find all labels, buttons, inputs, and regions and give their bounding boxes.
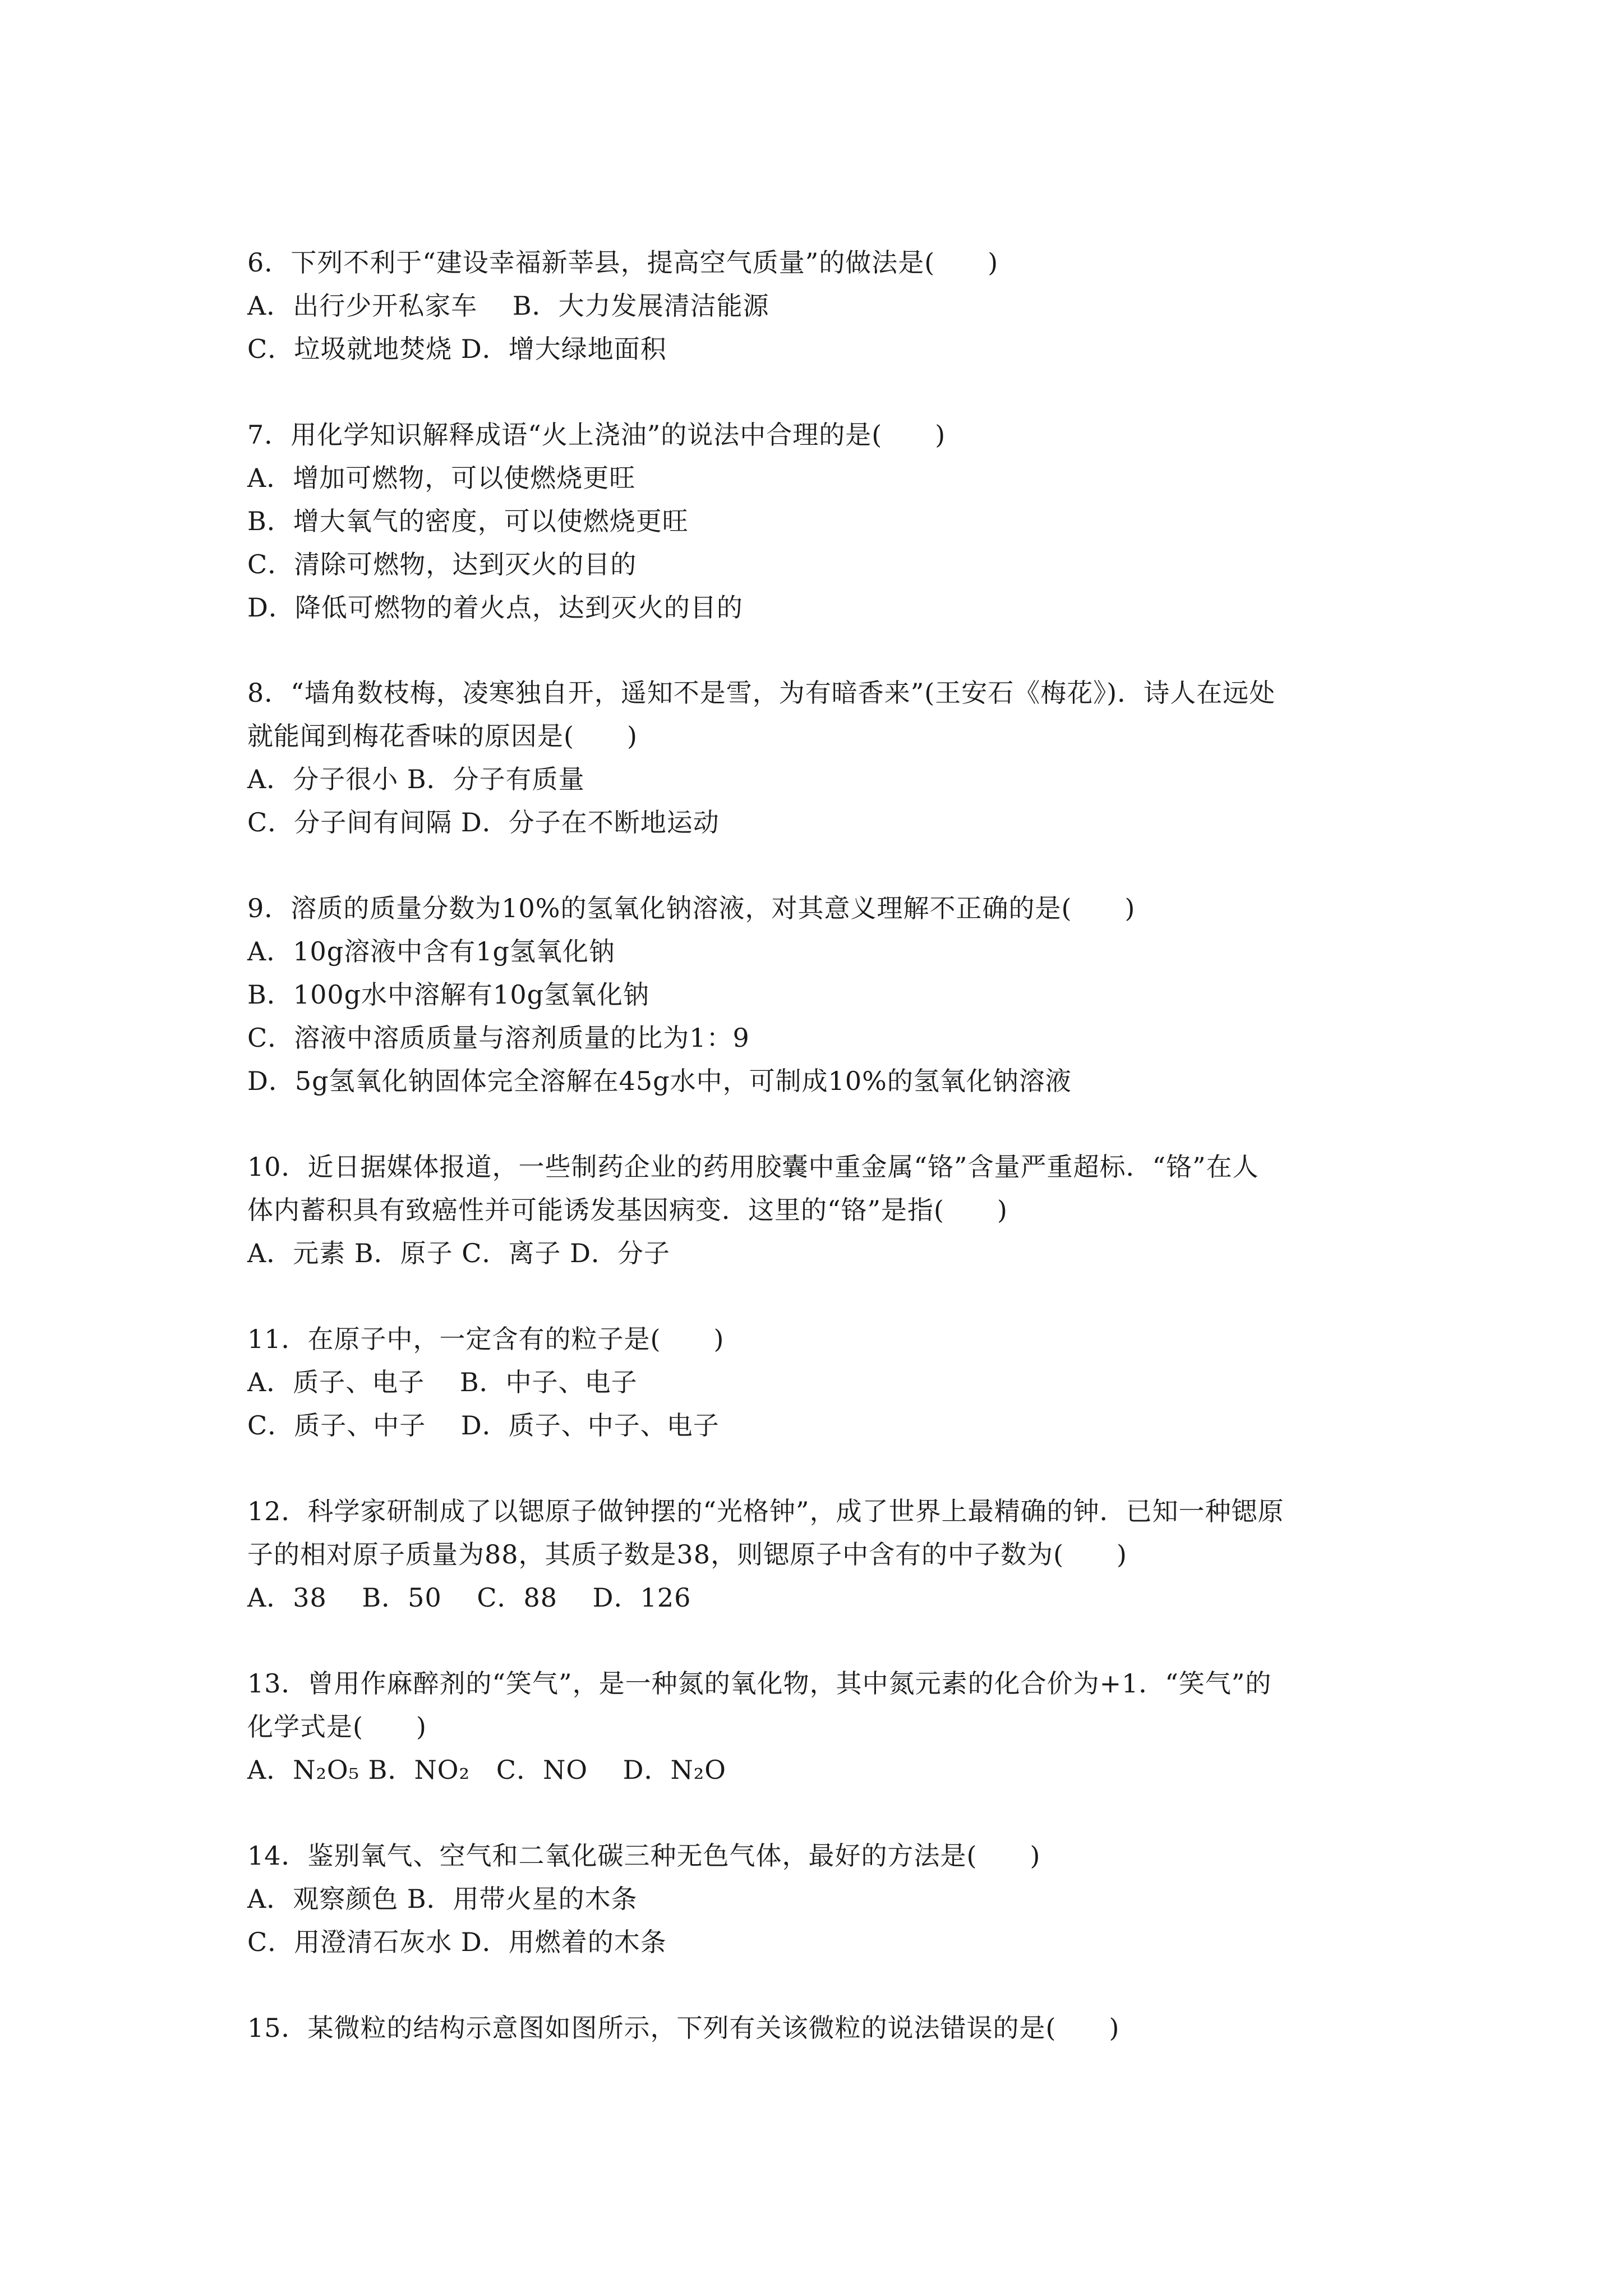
question-7-option-line-3: C．清除可燃物，达到灭火的目的 (247, 549, 637, 579)
question-11-stem-line-1: 11．在原子中，一定含有的粒子是( ) (247, 1324, 725, 1354)
question-10-option-line-1: A．元素 B．原子 C．离子 D．分子 (247, 1238, 670, 1268)
question-10-stem-line-1: 10．近日据媒体报道，一些制药企业的药用胶囊中重金属“铬”含量严重超标．“铬”在人 (247, 1152, 1259, 1182)
question-13-stem-line-1: 13．曾用作麻醉剂的“笑气”，是一种氮的氧化物，其中氮元素的化合价为+1．“笑气”的 (247, 1668, 1272, 1699)
question-14-stem-line-1: 14．鉴别氧气、空气和二氧化碳三种无色气体，最好的方法是( ) (247, 1841, 1041, 1871)
question-8-option-line-2: C．分子间有间隔 D．分子在不断地运动 (247, 807, 720, 838)
question-9-option-line-1: A．10g溶液中含有1g氢氧化钠 (247, 936, 615, 967)
question-12-stem-line-2: 子的相对原子质量为88，其质子数是38，则锶原子中含有的中子数为( ) (247, 1539, 1127, 1570)
question-6-option-line-1: A．出行少开私家车 B．大力发展清洁能源 (247, 291, 769, 321)
question-14-option-line-1: A．观察颜色 B．用带火星的木条 (247, 1884, 638, 1914)
question-14-option-line-2: C．用澄清石灰水 D．用燃着的木条 (247, 1927, 667, 1957)
question-11-option-line-1: A．质子、电子 B．中子、电子 (247, 1367, 638, 1397)
question-7-option-line-2: B．增大氧气的密度，可以使燃烧更旺 (247, 506, 689, 536)
question-6-stem-line-1: 6．下列不利于“建设幸福新莘县，提高空气质量”的做法是( ) (247, 247, 999, 278)
question-12-stem-line-1: 12．科学家研制成了以锶原子做钟摆的“光格钟”，成了世界上最精确的钟．已知一种锶原 (247, 1496, 1284, 1526)
question-15-stem-line-1: 15．某微粒的结构示意图如图所示，下列有关该微粒的说法错误的是( ) (247, 2013, 1120, 2043)
question-6-option-line-2: C．垃圾就地焚烧 D．增大绿地面积 (247, 334, 667, 364)
question-7-option-line-4: D．降低可燃物的着火点，达到灭火的目的 (247, 592, 743, 623)
question-9-option-line-4: D．5g氢氧化钠固体完全溶解在45g水中，可制成10%的氢氧化钠溶液 (247, 1066, 1072, 1096)
question-9-option-line-3: C．溶液中溶质质量与溶剂质量的比为1：9 (247, 1023, 750, 1053)
question-7-stem-line-1: 7．用化学知识解释成语“火上浇油”的说法中合理的是( ) (247, 420, 946, 450)
question-13-option-line-1: A．N₂O₅ B．NO₂ C．NO D．N₂O (247, 1755, 726, 1785)
question-11-option-line-2: C．质子、中子 D．质子、中子、电子 (247, 1410, 720, 1441)
question-8-stem-line-1: 8．“墙角数枝梅，凌寒独自开，遥知不是雪，为有暗香来”(王安石《梅花》)．诗人在远处 (247, 678, 1276, 708)
question-9-stem-line-1: 9．溶质的质量分数为10%的氢氧化钠溶液，对其意义理解不正确的是( ) (247, 893, 1136, 923)
question-12-option-line-1: A．38 B．50 C．88 D．126 (247, 1582, 691, 1613)
question-8-option-line-1: A．分子很小 B．分子有质量 (247, 764, 585, 794)
question-8-stem-line-2: 就能闻到梅花香味的原因是( ) (247, 721, 638, 751)
question-9-option-line-2: B．100g水中溶解有10g氢氧化钠 (247, 979, 650, 1010)
question-13-stem-line-2: 化学式是( ) (247, 1711, 427, 1742)
question-7-option-line-1: A．增加可燃物，可以使燃烧更旺 (247, 463, 636, 493)
question-10-stem-line-2: 体内蓄积具有致癌性并可能诱发基因病变．这里的“铬”是指( ) (247, 1195, 1008, 1225)
